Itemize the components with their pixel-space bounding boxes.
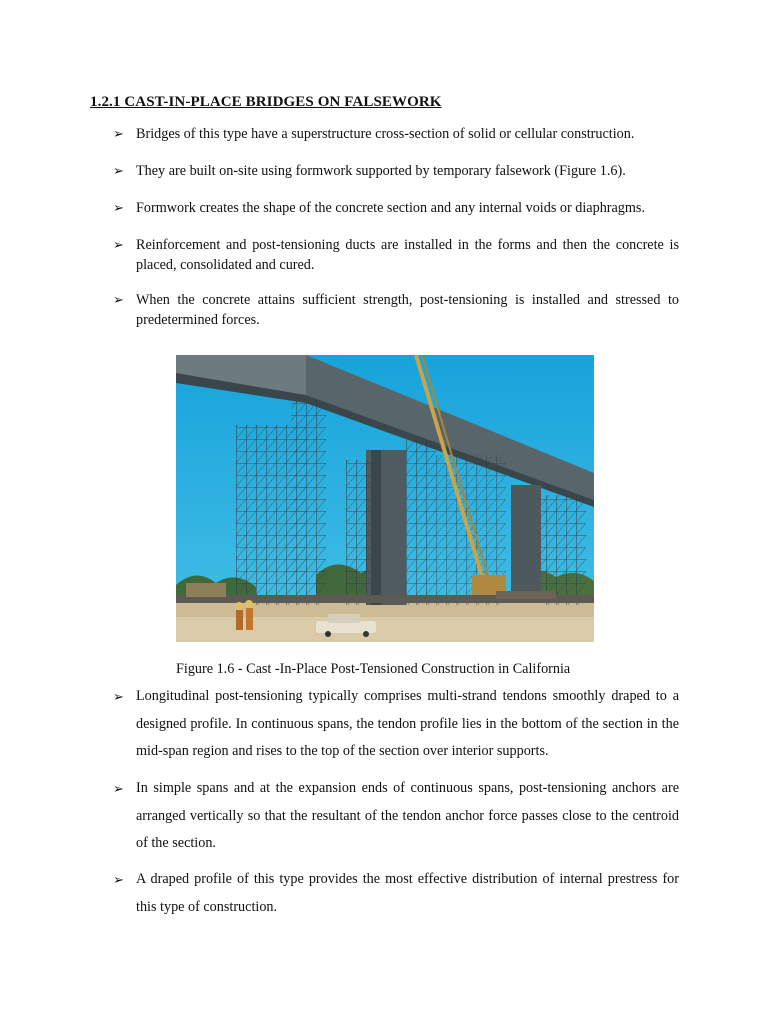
bullet-text: In simple spans and at the expansion ends of continuous spans, post-tensioning anchors are arranged vertically so that the resultant of the tendon anchor force passes close to the centroid of the section. — [136, 780, 679, 851]
arrow-bullet-icon: ➢ — [113, 872, 124, 887]
bullet-text: Reinforcement and post-tensioning ducts are installed in the forms and then the concrete is placed, consolidated and cured. — [136, 237, 679, 273]
bullet-item — [113, 161, 679, 181]
bullet-text: Bridges of this type have a superstructure cross-section of solid or cellular construction. — [136, 126, 635, 142]
arrow-bullet-icon: ➢ — [113, 237, 124, 252]
bullet-text: Longitudinal post-tensioning typically comprises multi-strand tendons smoothly draped to a designed profile. In continuous spans, the tendon profile lies in the bottom of the section in the mid-span region and rises to the top of the section over interior supports. — [136, 688, 679, 759]
bullet-text: They are built on-site using formwork supported by temporary falsework (Figure 1.6). — [136, 163, 626, 179]
bullet-item — [113, 775, 679, 858]
bullet-item — [113, 235, 679, 275]
arrow-bullet-icon: ➢ — [113, 163, 124, 178]
bullet-item — [113, 866, 679, 921]
arrow-bullet-icon: ➢ — [113, 689, 124, 704]
bullet-item — [113, 683, 679, 766]
bullet-text: When the concrete attains sufficient strength, post-tensioning is installed and stressed to predetermined forces. — [136, 292, 679, 328]
arrow-bullet-icon: ➢ — [113, 126, 124, 141]
bullet-item — [113, 290, 679, 330]
bullet-text: Formwork creates the shape of the concrete section and any internal voids or diaphragms. — [136, 200, 646, 216]
arrow-bullet-icon: ➢ — [113, 292, 124, 307]
bullet-text: A draped profile of this type provides the most effective distribution of internal prestress for this type of construction. — [136, 871, 679, 915]
section-heading: 1.2.1 CAST-IN-PLACE BRIDGES ON FALSEWORK — [90, 94, 442, 110]
arrow-bullet-icon: ➢ — [113, 200, 124, 215]
arrow-bullet-icon: ➢ — [113, 781, 124, 796]
figure-caption: Figure 1.6 - Cast -In-Place Post-Tensioned Construction in California — [176, 661, 571, 677]
bullet-item — [113, 124, 679, 144]
bridge-construction-photo — [176, 355, 594, 642]
bullet-item — [113, 198, 679, 218]
